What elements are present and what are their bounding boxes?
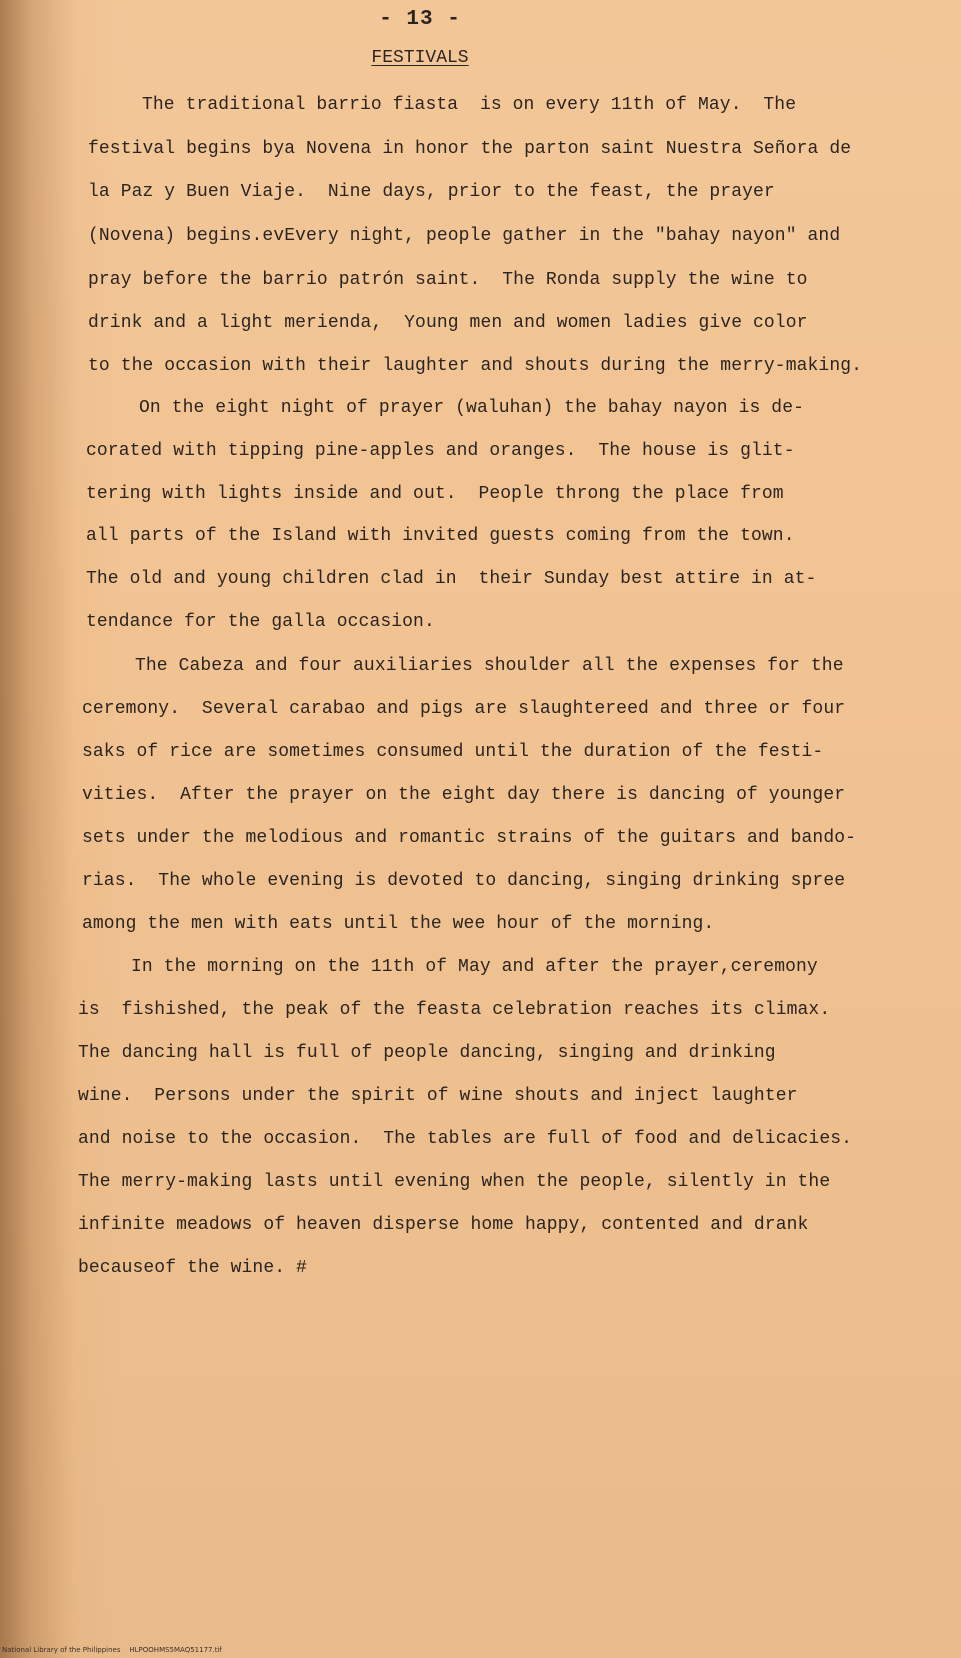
text-line: and noise to the occasion. The tables are full of food and delicacies.: [78, 1129, 853, 1149]
page-title: FESTIVALS: [371, 48, 469, 68]
text-line: The dancing hall is full of people dancing, singing and drinking: [78, 1043, 776, 1063]
text-line: ceremony. Several carabao and pigs are slaughtereed and three or four: [82, 699, 846, 719]
text-line: In the morning on the 11th of May and after the prayer,ceremony: [131, 957, 818, 977]
text-line: The traditional barrio fiasta is on every 11th of May. The: [142, 95, 797, 115]
text-line: saks of rice are sometimes consumed until the duration of the festi-: [82, 742, 824, 762]
text-line: sets under the melodious and romantic strains of the guitars and bando-: [82, 828, 857, 848]
text-line: is fishished, the peak of the feasta celebration reaches its climax.: [78, 1000, 831, 1020]
text-line: all parts of the Island with invited guests coming from the town.: [86, 526, 795, 546]
text-line: The merry-making lasts until evening when the people, silently in the: [78, 1172, 831, 1192]
scan-footer: National Library of the Philippines HLPOOHMS5MAQ51177.tif: [2, 1646, 222, 1654]
text-line: The Cabeza and four auxiliaries shoulder all the expenses for the: [135, 656, 844, 676]
text-line: vities. After the prayer on the eight day there is dancing of younger: [82, 785, 846, 805]
text-line: On the eight night of prayer (waluhan) the bahay nayon is de-: [139, 398, 805, 418]
text-line: among the men with eats until the wee hour of the morning.: [82, 914, 715, 934]
page-number: - 13 -: [379, 8, 461, 31]
text-line: to the occasion with their laughter and shouts during the merry-making.: [88, 356, 863, 376]
text-line: tendance for the galla occasion.: [86, 612, 435, 632]
text-line: tering with lights inside and out. People throng the place from: [86, 484, 784, 504]
text-line: pray before the barrio patrón saint. The Ronda supply the wine to: [88, 270, 808, 290]
text-line: infinite meadows of heaven disperse home happy, contented and drank: [78, 1215, 809, 1235]
text-line: rias. The whole evening is devoted to dancing, singing drinking spree: [82, 871, 846, 891]
text-line: The old and young children clad in their Sunday best attire in at-: [86, 569, 817, 589]
text-line: corated with tipping pine-apples and oranges. The house is glit-: [86, 441, 795, 461]
text-line: wine. Persons under the spirit of wine shouts and inject laughter: [78, 1086, 798, 1106]
text-line: (Novena) begins.evEvery night, people gather in the "bahay nayon" and: [88, 226, 841, 246]
text-line: becauseof the wine. #: [78, 1258, 307, 1278]
text-line: drink and a light merienda, Young men and women ladies give color: [88, 313, 808, 333]
text-line: la Paz y Buen Viaje. Nine days, prior to the feast, the prayer: [88, 182, 775, 202]
text-line: festival begins bya Novena in honor the parton saint Nuestra Señora de: [88, 139, 852, 159]
